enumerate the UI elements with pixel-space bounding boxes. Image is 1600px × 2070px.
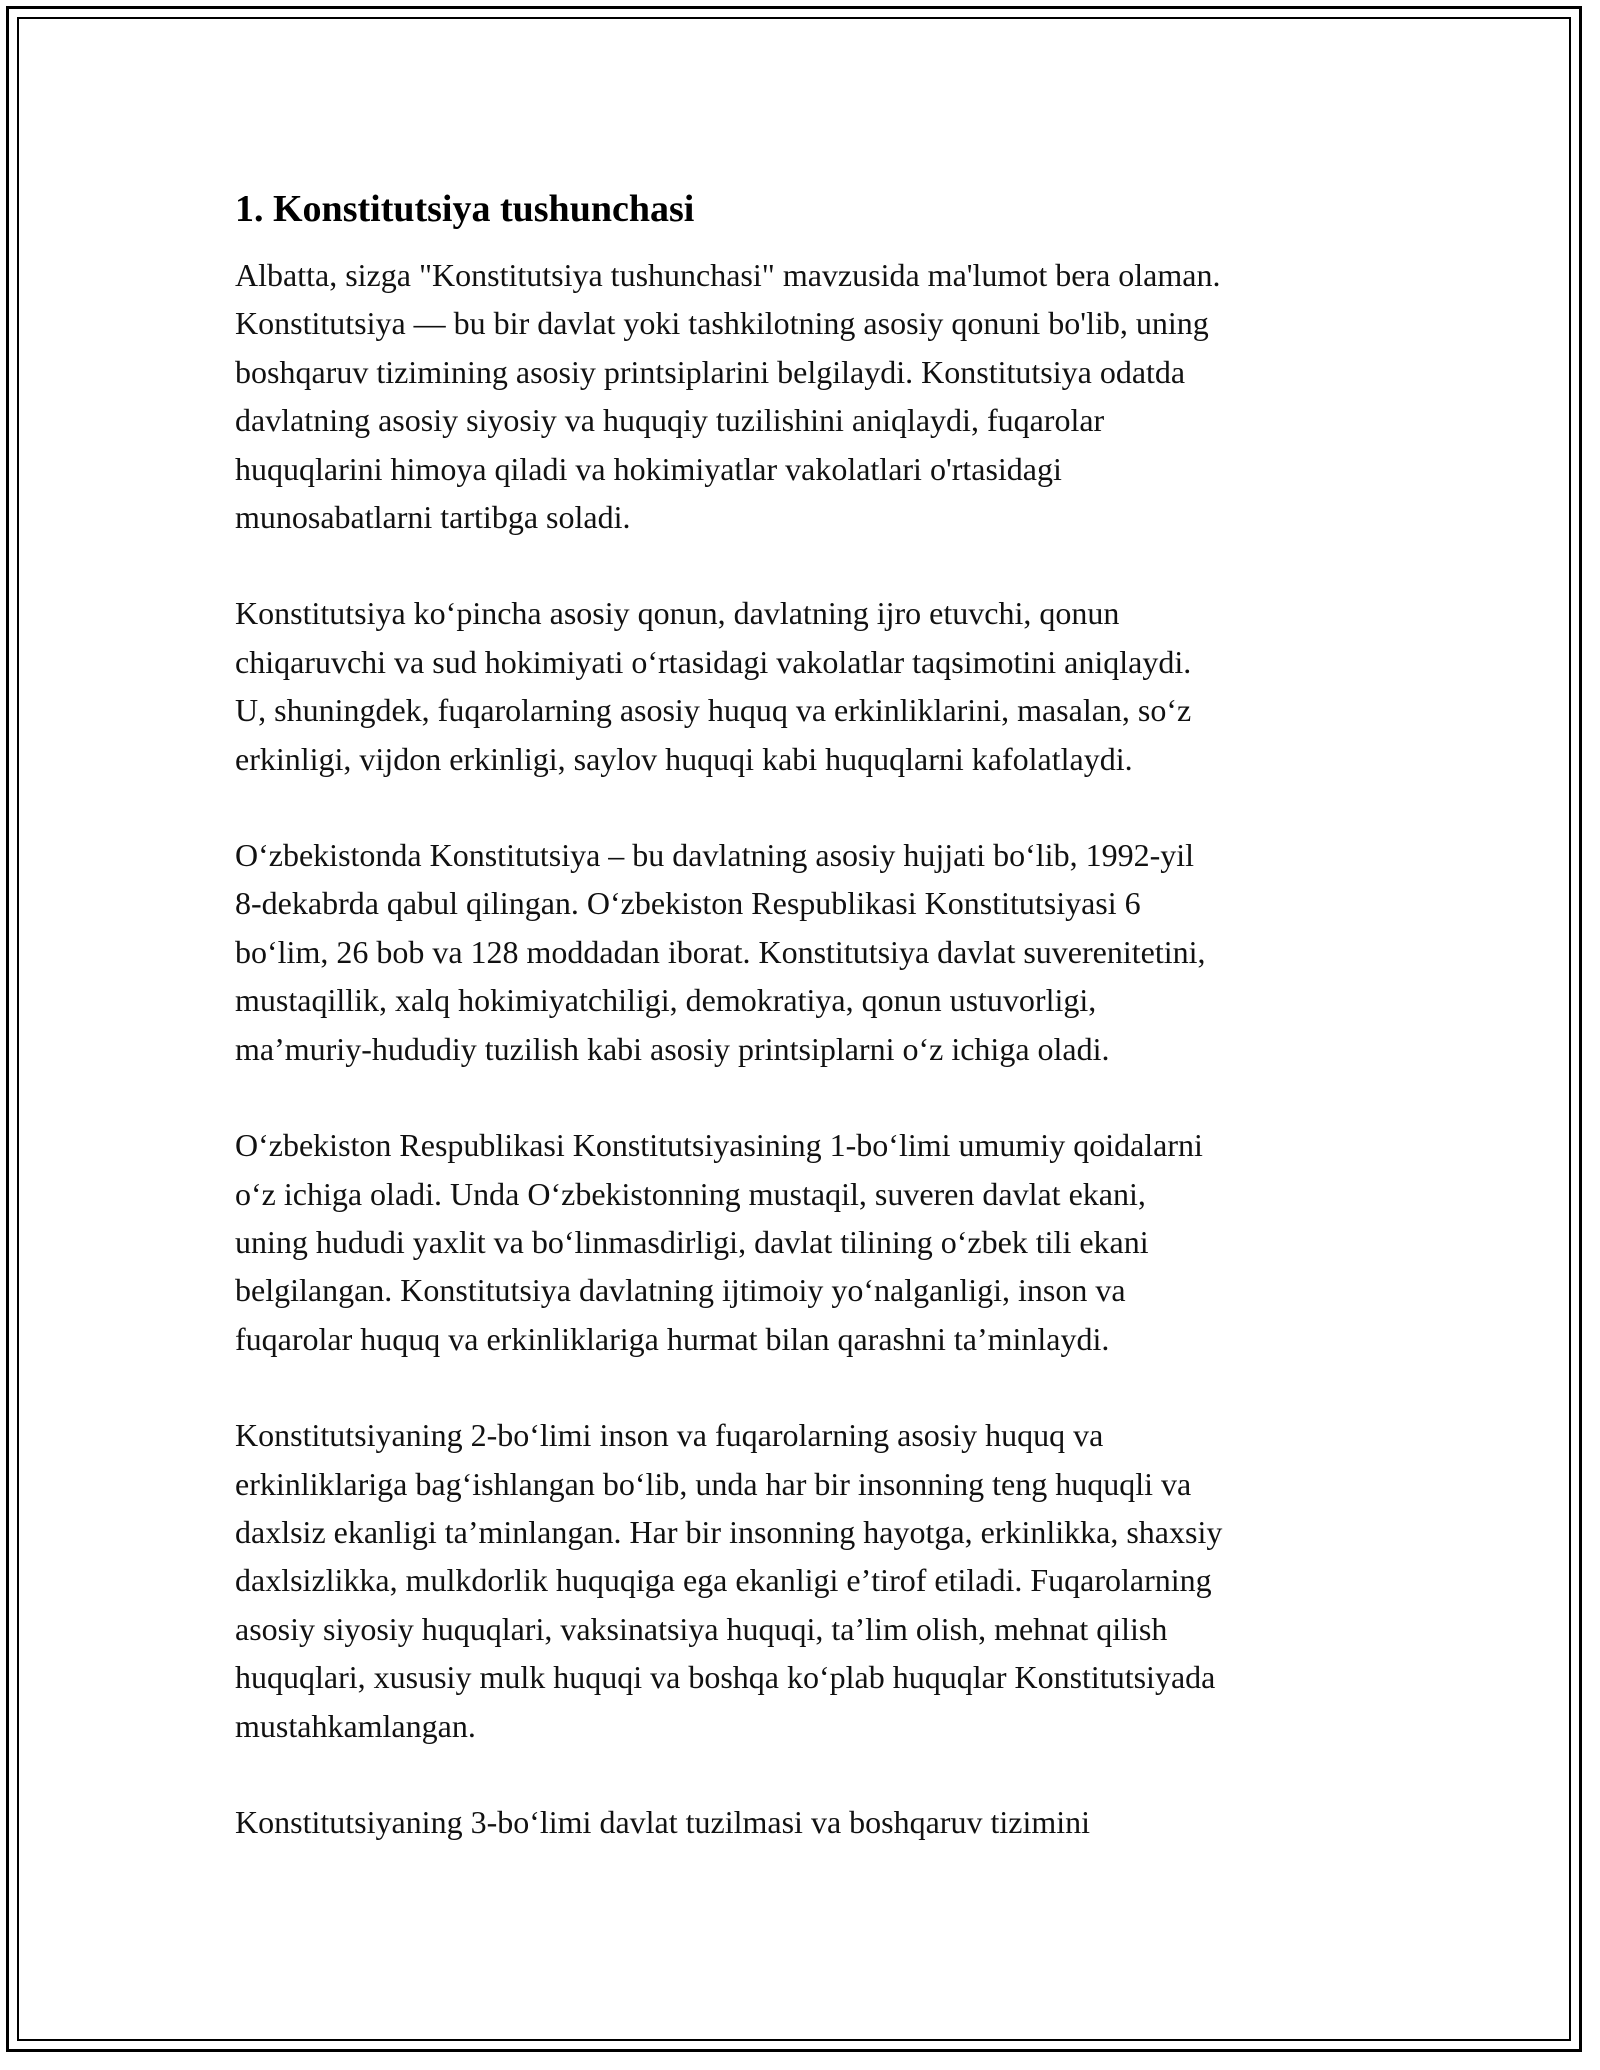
paragraph-line: uning hududi yaxlit va boʻlinmasdirligi, davlat tilining oʻzbek tili ekani — [235, 1223, 1149, 1260]
paragraph-line: U, shuningdek, fuqarolarning asosiy huquq va erkinliklarini, masalan, soʻz — [235, 692, 1192, 729]
paragraph-3 — [235, 831, 1395, 1073]
paragraph-line: mustaqillik, xalq hokimiyatchiligi, demokratiya, qonun ustuvorligi, — [235, 982, 1097, 1019]
paragraph-1 — [235, 251, 1395, 541]
paragraph-5 — [235, 1411, 1395, 1750]
paragraph-line: Oʻzbekistonda Konstitutsiya – bu davlatning asosiy hujjati boʻlib, 1992-yil — [235, 837, 1194, 874]
paragraph-line: Konstitutsiyaning 2-boʻlimi inson va fuqarolarning asosiy huquq va — [235, 1417, 1104, 1454]
paragraph-line: Konstitutsiya koʻpincha asosiy qonun, davlatning ijro etuvchi, qonun — [235, 595, 1120, 632]
paragraph-line: daxlsiz ekanligi taʼminlangan. Har bir insonning hayotga, erkinlikka, shaxsiy — [235, 1513, 1223, 1550]
paragraph-4 — [235, 1121, 1395, 1363]
paragraph-line: erkinliklariga bagʻishlangan boʻlib, unda har bir insonning teng huquqli va — [235, 1465, 1192, 1502]
paragraph-line: daxlsizlikka, mulkdorlik huquqiga ega ekanligi eʼtirof etiladi. Fuqarolarning — [235, 1562, 1212, 1599]
paragraph-line: 8-dekabrda qabul qilingan. Oʻzbekiston Respublikasi Konstitutsiyasi 6 — [235, 885, 1141, 922]
paragraph-line: boshqaruv tizimining asosiy printsiplarini belgilaydi. Konstitutsiya odatda — [235, 353, 1186, 390]
paragraph-line: Konstitutsiyaning 3-boʻlimi davlat tuzilmasi va boshqaruv tizimini — [235, 1803, 1090, 1840]
paragraph-line: chiqaruvchi va sud hokimiyati oʻrtasidagi vakolatlar taqsimotini aniqlaydi. — [235, 643, 1192, 680]
document-body — [235, 185, 1395, 1894]
paragraph-line: huquqlari, xususiy mulk huquqi va boshqa koʻplab huquqlar Konstitutsiyada — [235, 1659, 1216, 1696]
paragraph-line: mustahkamlangan. — [235, 1707, 476, 1744]
paragraph-line: munosabatlarni tartibga soladi. — [235, 499, 631, 536]
paragraph-line: belgilangan. Konstitutsiya davlatning ijtimoiy yoʻnalganligi, inson va — [235, 1272, 1126, 1309]
paragraph-line: Oʻzbekiston Respublikasi Konstitutsiyasining 1-boʻlimi umumiy qoidalarni — [235, 1127, 1203, 1164]
paragraph-2 — [235, 589, 1395, 783]
paragraph-6 — [235, 1798, 1395, 1846]
paragraph-line: erkinligi, vijdon erkinligi, saylov huquqi kabi huquqlarni kafolatlaydi. — [235, 740, 1133, 777]
paragraph-line: fuqarolar huquq va erkinliklariga hurmat bilan qarashni taʼminlaydi. — [235, 1320, 1110, 1357]
paragraph-line: Konstitutsiya — bu bir davlat yoki tashkilotning asosiy qonuni bo'lib, uning — [235, 305, 1209, 342]
section-heading: 1. Konstitutsiya tushunchasi — [235, 188, 695, 230]
paragraph-line: boʻlim, 26 bob va 128 moddadan iborat. Konstitutsiya davlat suverenitetini, — [235, 933, 1206, 970]
paragraph-line: huquqlarini himoya qiladi va hokimiyatlar vakolatlari o'rtasidagi — [235, 450, 1062, 487]
paragraph-line: davlatning asosiy siyosiy va huquqiy tuzilishini aniqlaydi, fuqarolar — [235, 402, 1105, 439]
paragraph-line: maʼmuriy-hududiy tuzilish kabi asosiy printsiplarni oʻz ichiga oladi. — [235, 1030, 1110, 1067]
paragraph-line: asosiy siyosiy huquqlari, vaksinatsiya huquqi, taʼlim olish, mehnat qilish — [235, 1610, 1168, 1647]
paragraph-line: oʻz ichiga oladi. Unda Oʻzbekistonning mustaqil, suveren davlat ekani, — [235, 1175, 1146, 1212]
paragraph-line: Albatta, sizga "Konstitutsiya tushunchasi" mavzusida ma'lumot bera olaman. — [235, 257, 1221, 293]
